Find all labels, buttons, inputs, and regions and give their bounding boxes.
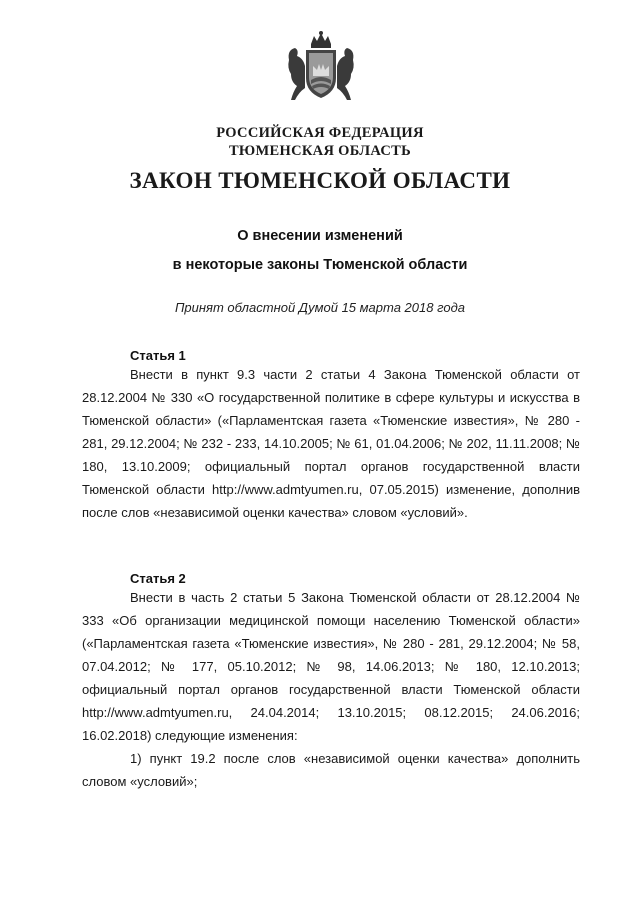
article-1-heading: Статья 1 bbox=[130, 348, 186, 363]
document-type-title: ЗАКОН ТЮМЕНСКОЙ ОБЛАСТИ bbox=[129, 168, 511, 193]
law-title-line-2: в некоторые законы Тюменской области bbox=[172, 257, 468, 273]
article-2-paragraph: Внести в часть 2 статьи 5 Закона Тюменской области от 28.12.2004 № 333 «Об организации медицинской помощи населению Тюменской области» («Парламентская газета «Тюменские известия», № 280 - 281, 29.12.2004; № 58, 07.04.2012; № 177, 05.10.2012; № 98, 14.06.2013; № 180, 12.10.2013; официальный портал органов государственной власти Тюменской области http://www.admtyumen.ru, 24.04.2014; 13.10.2015; 08.12.2015; 24.06.2016; 16.02.2018) следующие изменения: bbox=[82, 590, 580, 743]
article-2-heading: Статья 2 bbox=[130, 571, 186, 586]
law-title-line-1: О внесении изменений bbox=[237, 228, 403, 244]
header-region: ТЮМЕНСКАЯ ОБЛАСТЬ bbox=[228, 143, 412, 159]
article-1-paragraph: Внести в пункт 9.3 части 2 статьи 4 Закона Тюменской области от 28.12.2004 № 330 «О государственной политике в сфере культуры и искусства в Тюменской области» («Парламентская газета «Тюменские известия», № 280 - 281, 29.12.2004; № 232 - 233, 14.10.2005; № 61, 01.04.2006; № 202, 11.11.2008; № 180, 13.10.2009; официальный портал органов государственной власти Тюменской области http://www.admtyumen.ru, 07.05.2015) изменение, дополнив после слов «независимой оценки качества» словом «условий». bbox=[82, 367, 580, 520]
coat-of-arms-icon bbox=[283, 30, 359, 106]
header-federation: РОССИЙСКАЯ ФЕДЕРАЦИЯ bbox=[216, 125, 424, 141]
adoption-note: Принят областной Думой 15 марта 2018 года bbox=[175, 300, 465, 315]
article-2-item-1: 1) пункт 19.2 после слов «независимой оценки качества» дополнить словом «условий»; bbox=[82, 751, 580, 789]
